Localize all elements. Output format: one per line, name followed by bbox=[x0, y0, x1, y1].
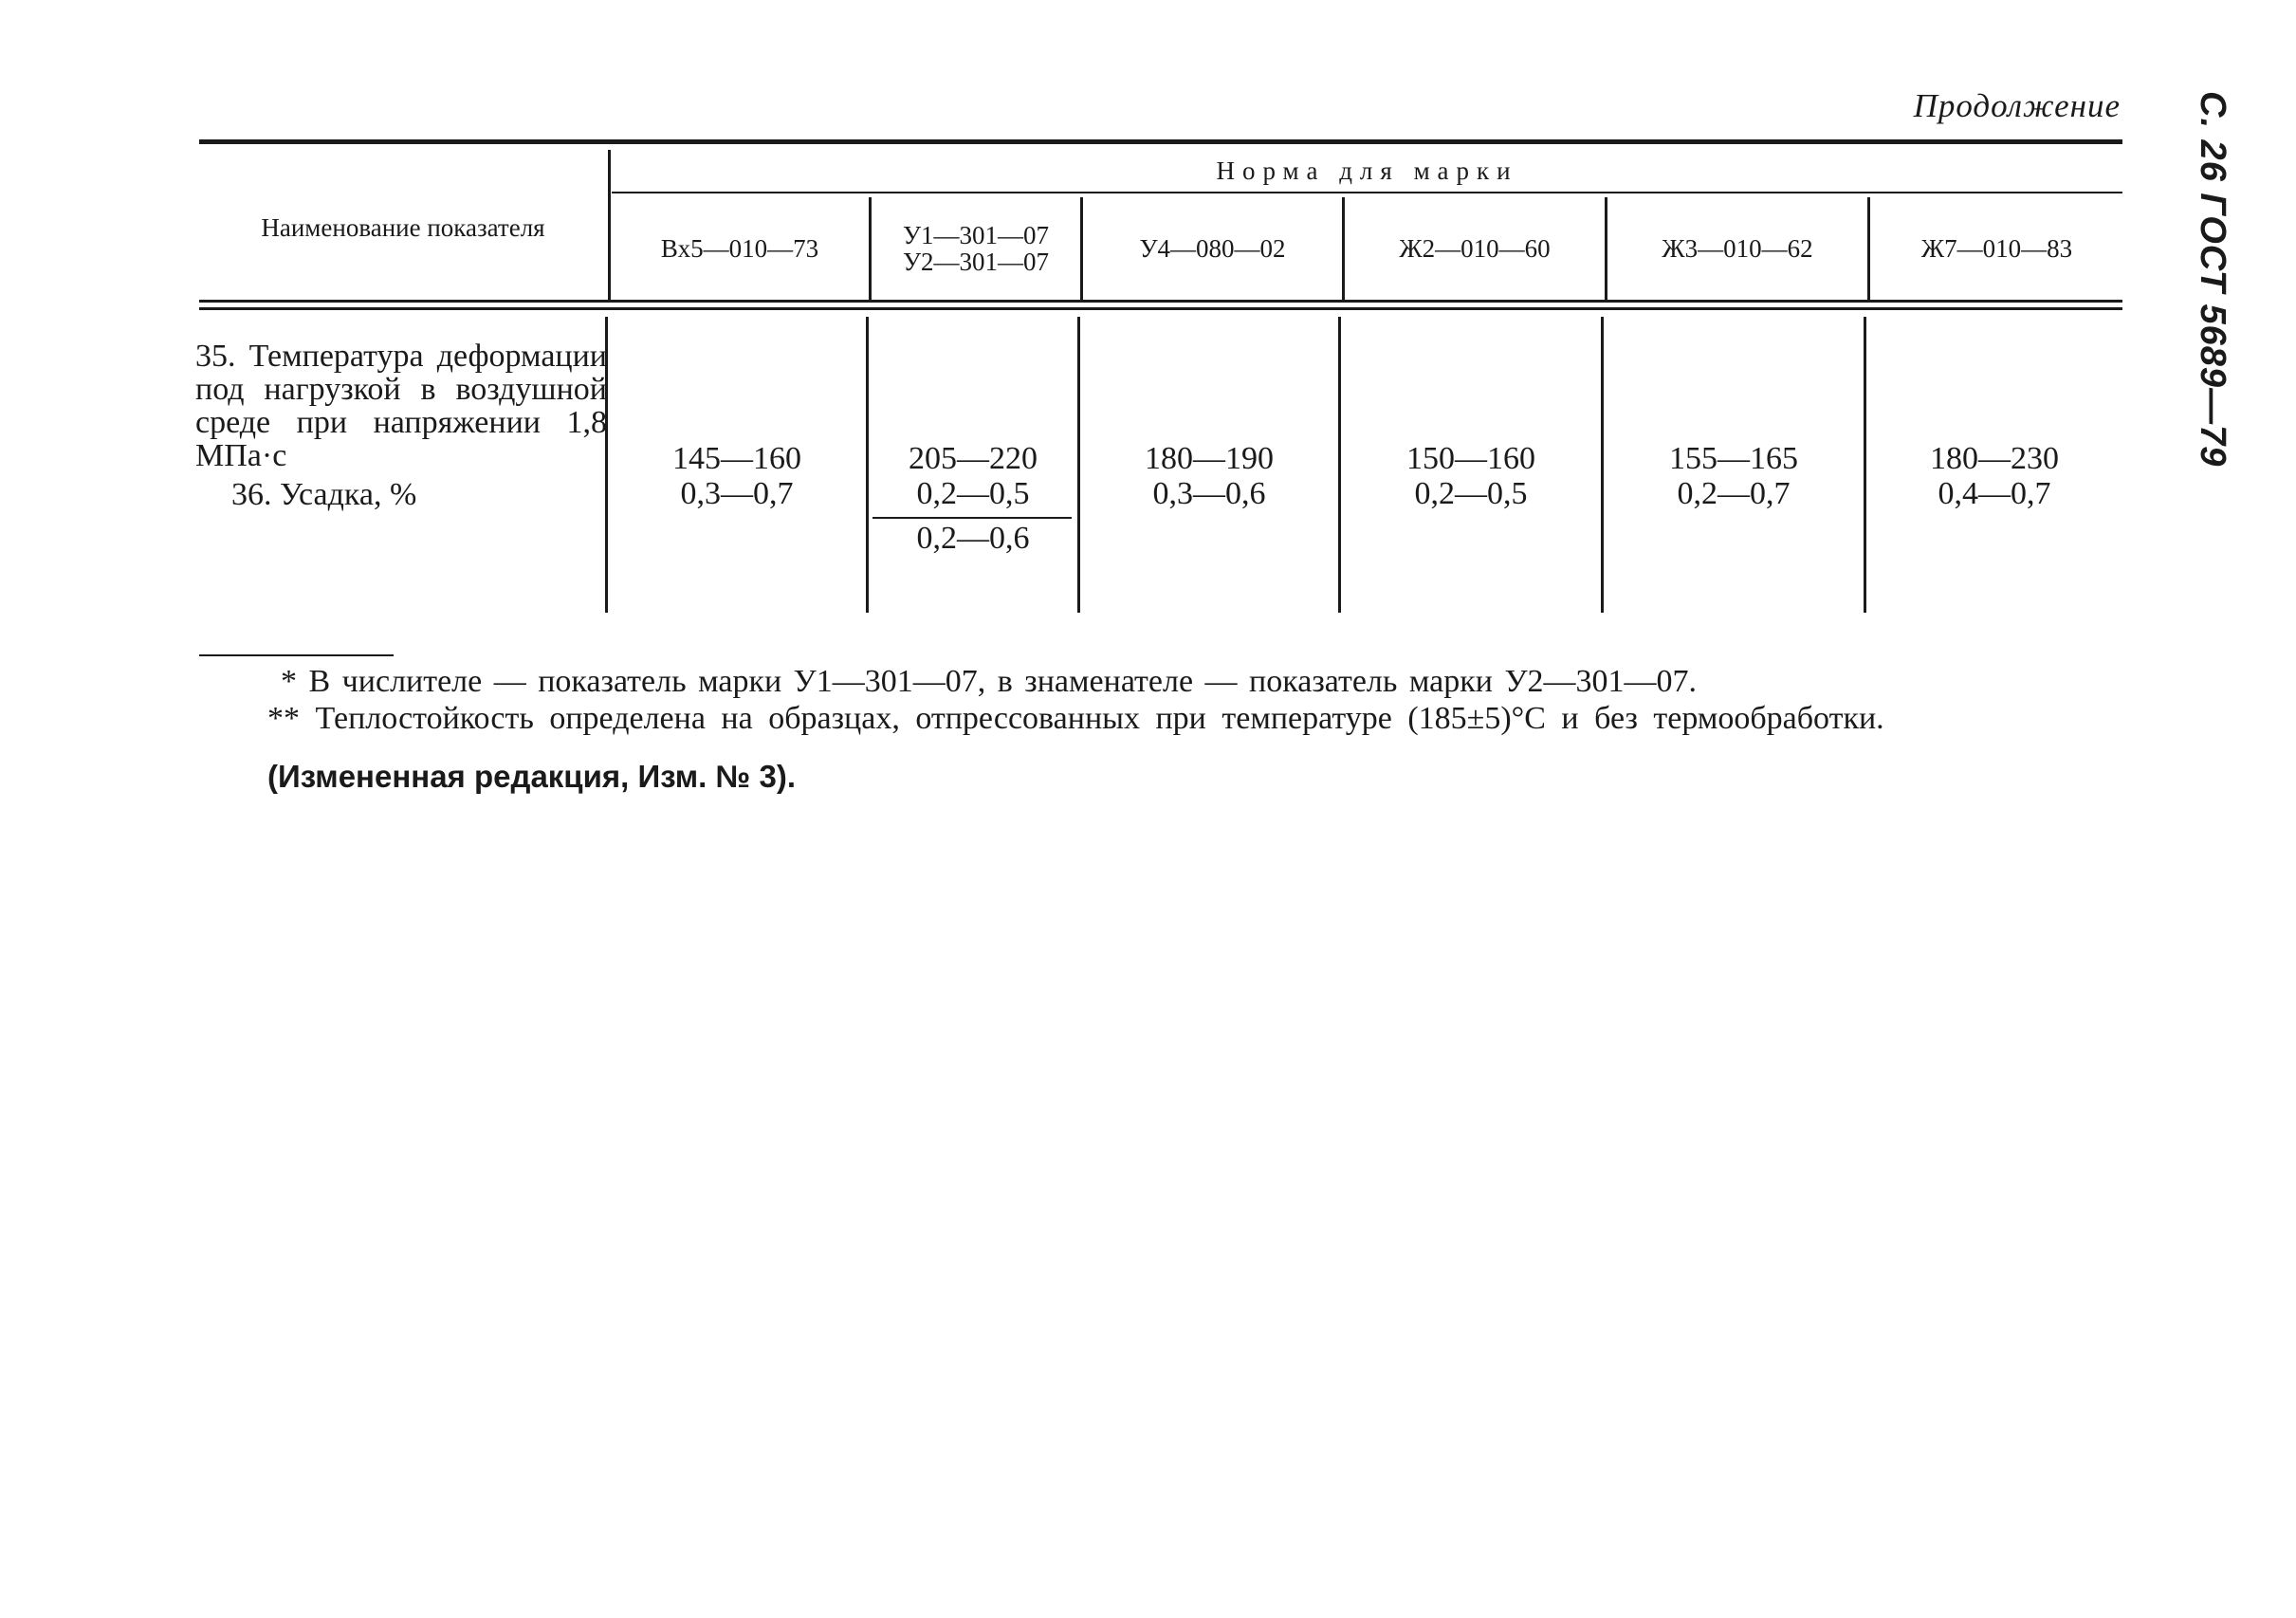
amendment-note: (Измененная редакция, Изм. № 3). bbox=[267, 759, 796, 794]
table-top-rule bbox=[199, 139, 2122, 144]
cell-35-2: 205—220 bbox=[909, 441, 1038, 476]
standard-number: С. 26 ГОСТ 5689—79 bbox=[2193, 91, 2232, 468]
footnote-rule bbox=[199, 654, 394, 656]
header-grade-1: Вх5—010—73 bbox=[660, 234, 819, 263]
cell-36-5: 0,2—0,7 bbox=[1677, 476, 1791, 511]
cell-36-2: 0,2—0,5 bbox=[916, 476, 1030, 511]
header-grade-4: Ж2—010—60 bbox=[1399, 234, 1551, 263]
cell-36-2-denominator: 0,2—0,6 bbox=[916, 521, 1030, 556]
header-grade-5: Ж3—010—62 bbox=[1662, 234, 1813, 263]
header-grade-3: У4—080—02 bbox=[1139, 234, 1286, 263]
row-label-36: 36. Усадка, % bbox=[231, 477, 417, 512]
col-divider-5 bbox=[1867, 197, 1870, 300]
cell-35-1: 145—160 bbox=[672, 441, 801, 476]
cell-35-5: 155—165 bbox=[1669, 441, 1798, 476]
cell-36-1: 0,3—0,7 bbox=[680, 476, 794, 511]
cell-35-3: 180—190 bbox=[1145, 441, 1274, 476]
col-divider-indicator bbox=[608, 150, 611, 300]
col-divider-2 bbox=[1080, 197, 1083, 300]
row-label-35: 35. Температура деформации под нагрузкой в воздушной среде при напряжении 1,8 МПа·с bbox=[195, 339, 607, 473]
header-norm-group: Норма для марки bbox=[1216, 156, 1518, 185]
header-indicator: Наименование показателя bbox=[261, 213, 545, 242]
continuation-label: Продолжение bbox=[1913, 87, 2121, 124]
cell-36-3: 0,3—0,6 bbox=[1152, 476, 1266, 511]
col-divider-4 bbox=[1605, 197, 1607, 300]
footnote-1: * В числителе — показатель марки У1—301—07, в знаменателе — показатель марки У2—301—07. bbox=[281, 664, 1698, 699]
cell-36-4: 0,2—0,5 bbox=[1414, 476, 1528, 511]
cell-35-6: 180—230 bbox=[1930, 441, 2059, 476]
footnote-2: ** Теплостойкость определена на образцах, отпрессованных при температуре (185±5)°С и без термообработки. bbox=[267, 701, 1884, 736]
norm-group-rule bbox=[612, 192, 2122, 193]
page-side-label bbox=[2191, 91, 2236, 468]
header-bottom-rule-1 bbox=[199, 300, 2122, 303]
header-grade-6: Ж7—010—83 bbox=[1920, 234, 2073, 263]
fraction-rule bbox=[872, 517, 1072, 519]
header-grade-2: У1—301—07 У2—301—07 bbox=[902, 221, 1050, 276]
col-divider-1 bbox=[869, 197, 872, 300]
col-divider-3 bbox=[1342, 197, 1345, 300]
cell-36-6: 0,4—0,7 bbox=[1938, 476, 2051, 511]
cell-35-4: 150—160 bbox=[1406, 441, 1535, 476]
header-bottom-rule-2 bbox=[199, 307, 2122, 310]
